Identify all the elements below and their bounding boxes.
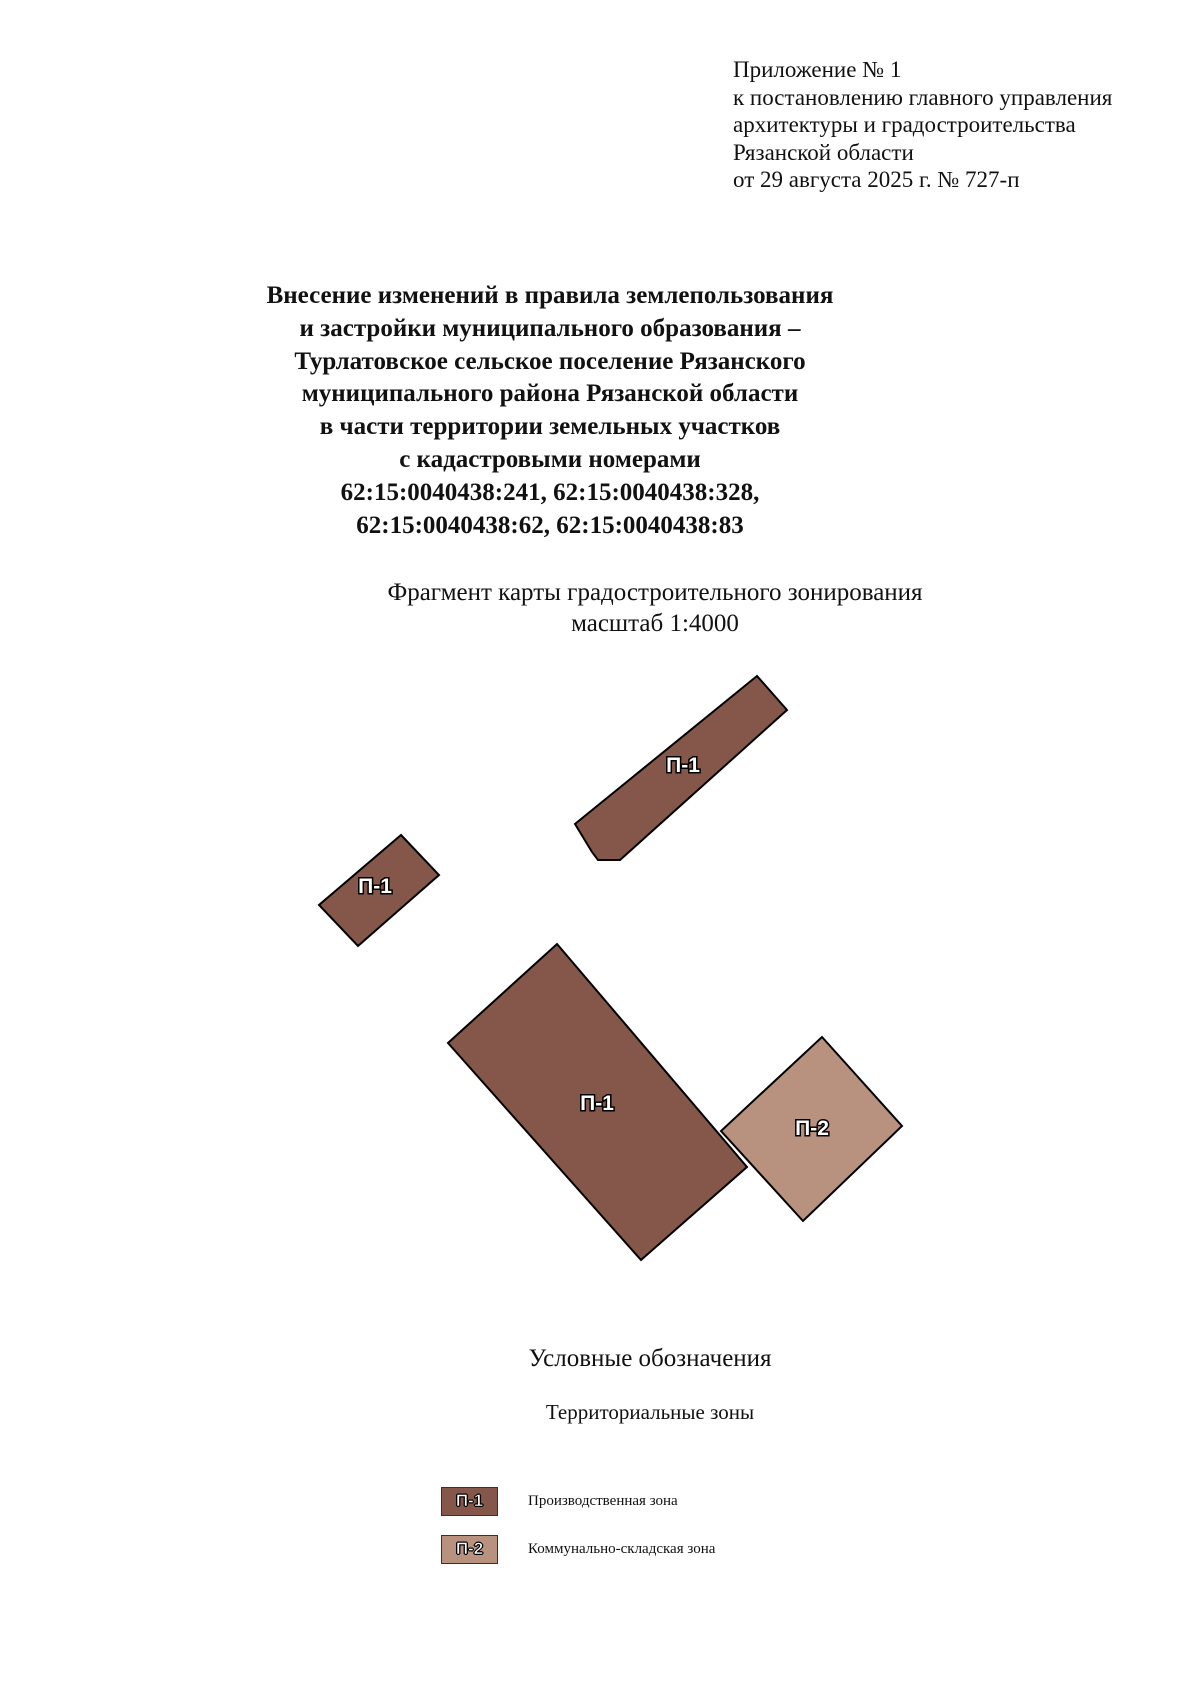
legend-label: Производственная зона [528,1492,678,1509]
annex-line: Рязанской области [733,139,914,165]
title-line: с кадастровыми номерами [399,445,701,473]
legend-swatch [441,1487,498,1516]
legend-swatch [441,1535,498,1564]
legend-item-p1 [441,1486,678,1516]
legend-title: Условные обозначения [528,1345,772,1372]
annex-line: Приложение № 1 [733,57,902,82]
annex-line: к постановлению главного управления [733,84,1113,110]
zone-label: П-1 [358,875,392,898]
title-line: Внесение изменений в правила землепользования [266,282,834,309]
title-line: Турлатовское сельское поселение Рязанского [294,347,806,375]
title-line: в части территории земельных участков [319,413,781,441]
legend-swatch-code: П-1 [455,1491,484,1510]
title-line: 62:15:0040438:62, 62:15:0040438:83 [356,511,744,539]
zone-label: П-1 [666,754,700,777]
zone-label: П-2 [795,1117,829,1140]
legend-swatch-code: П-2 [455,1539,484,1558]
legend-subtitle: Территориальные зоны [545,1400,755,1424]
annex-line: от 29 августа 2025 г. № 727-п [733,167,1020,192]
title-line: 62:15:0040438:241, 62:15:0040438:328, [340,478,760,506]
map-caption-title: Фрагмент карты градостроительного зонирования [387,579,923,606]
legend-label: Коммунально-складская зона [528,1540,716,1557]
zone-label: П-1 [580,1092,614,1115]
title-line: и застройки муниципального образования – [299,314,801,342]
title-line: муниципального района Рязанской области [301,380,799,408]
legend-item-p2 [441,1534,715,1564]
annex-line: архитектуры и градостроительства [733,112,1076,137]
map-scale: масштаб 1:4000 [571,610,739,637]
